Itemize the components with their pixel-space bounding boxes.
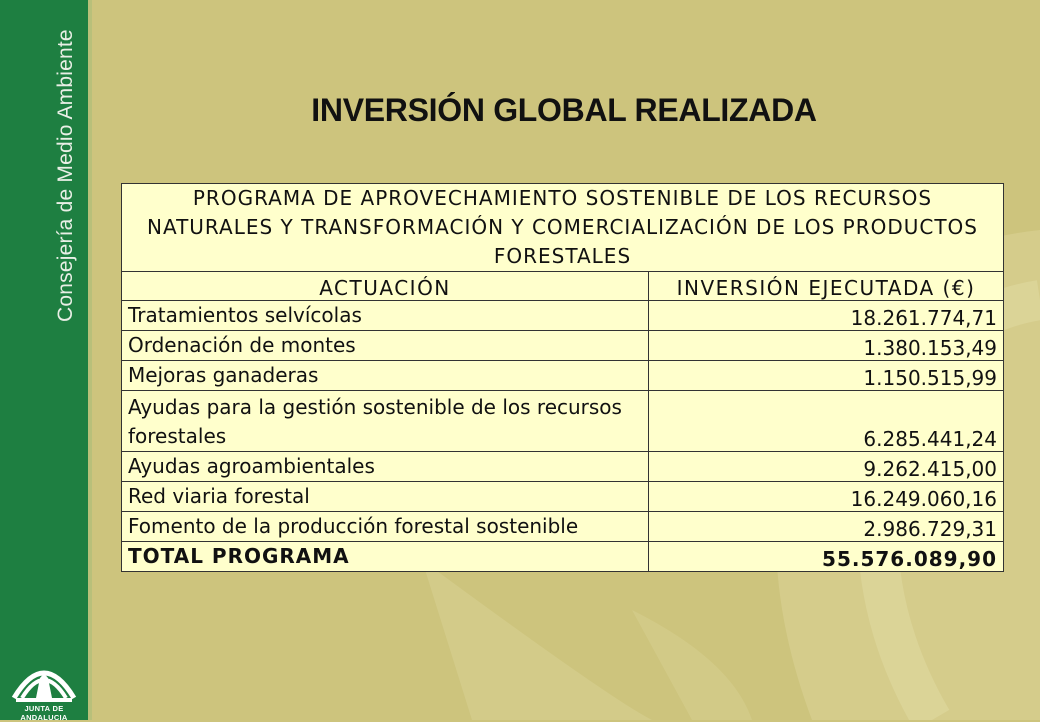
column-header-investment: INVERSIÓN EJECUTADA (€) bbox=[649, 272, 1004, 301]
action-cell: Ordenación de montes bbox=[122, 331, 649, 361]
table-row bbox=[122, 331, 1004, 361]
amount-cell: 18.261.774,71 bbox=[649, 301, 1004, 331]
amount-cell: 16.249.060,16 bbox=[649, 482, 1004, 512]
table-row bbox=[122, 361, 1004, 391]
table-row bbox=[122, 482, 1004, 512]
junta-arches-icon bbox=[6, 652, 82, 704]
amount-cell: 2.986.729,31 bbox=[649, 512, 1004, 542]
action-cell: Ayudas agroambientales bbox=[122, 452, 649, 482]
amount-cell: 9.262.415,00 bbox=[649, 452, 1004, 482]
table-row bbox=[122, 512, 1004, 542]
column-header-action: ACTUACIÓN bbox=[122, 272, 649, 301]
table-row bbox=[122, 391, 1004, 452]
amount-cell: 1.150.515,99 bbox=[649, 361, 1004, 391]
sidebar bbox=[0, 0, 88, 720]
action-cell: Red viaria forestal bbox=[122, 482, 649, 512]
amount-cell: 1.380.153,49 bbox=[649, 331, 1004, 361]
action-cell: Ayudas para la gestión sostenible de los recursos forestales bbox=[122, 391, 649, 452]
amount-cell: 6.285.441,24 bbox=[649, 391, 1004, 452]
total-value: 55.576.089,90 bbox=[649, 542, 1004, 572]
total-label: TOTAL PROGRAMA bbox=[122, 542, 649, 572]
action-cell: Tratamientos selvícolas bbox=[122, 301, 649, 331]
organization-name: Consejería de Medio Ambiente bbox=[54, 29, 77, 322]
total-row bbox=[122, 542, 1004, 572]
investment-table bbox=[121, 183, 1004, 572]
action-cell: Mejoras ganaderas bbox=[122, 361, 649, 391]
table-row bbox=[122, 301, 1004, 331]
table-row bbox=[122, 452, 1004, 482]
junta-logo bbox=[6, 652, 82, 722]
program-header: PROGRAMA DE APROVECHAMIENTO SOSTENIBLE DE LOS RECURSOS NATURALES Y TRANSFORMACIÓN Y COMERCIALIZACIÓN DE LOS PRODUCTOS FORESTALES bbox=[122, 184, 1004, 272]
logo-text: JUNTA DE ANDALUCIA bbox=[20, 704, 68, 722]
page-title: INVERSIÓN GLOBAL REALIZADA bbox=[311, 92, 817, 128]
action-cell: Fomento de la producción forestal sostenible bbox=[122, 512, 649, 542]
